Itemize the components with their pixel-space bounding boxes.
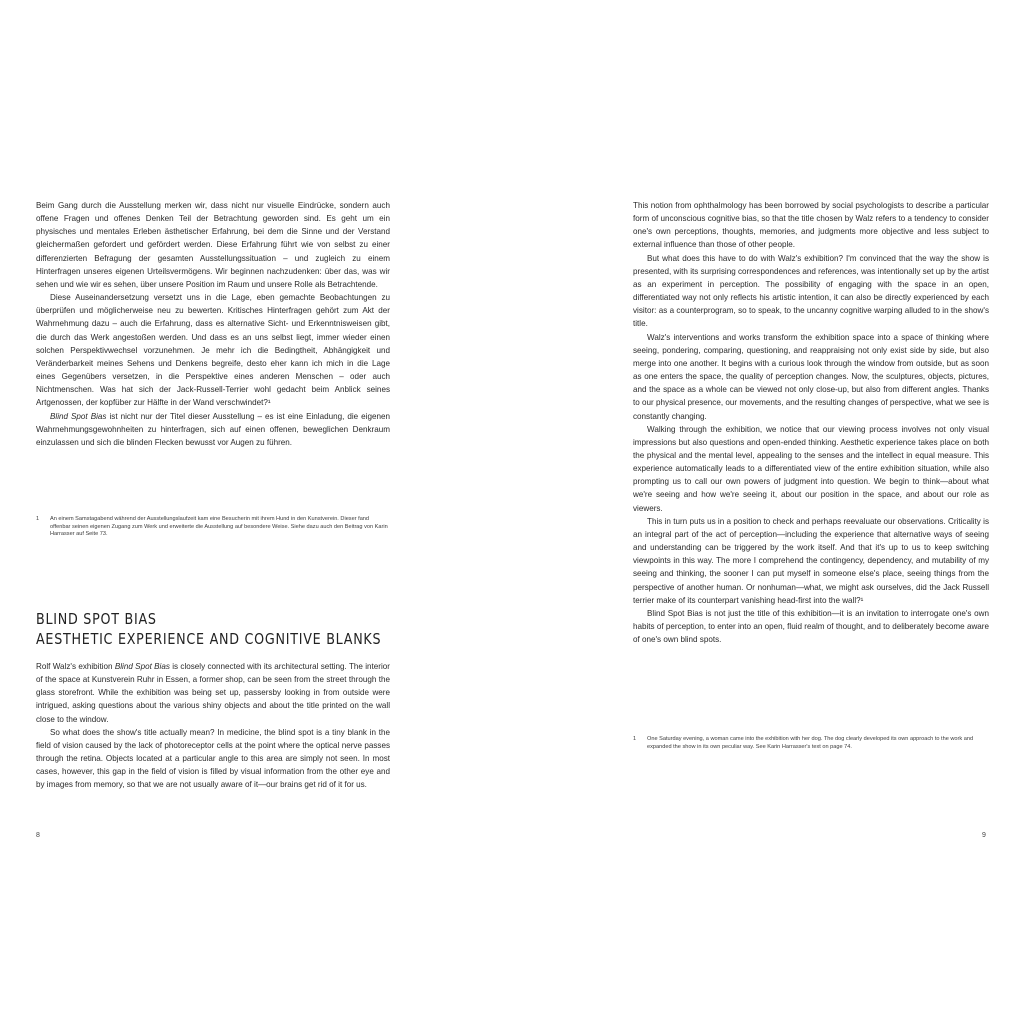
footnote-number: 1: [36, 516, 40, 522]
german-text-block: [36, 199, 390, 449]
footnote-text: One Saturday evening, a woman came into the exhibition with her dog. The dog clearly developed its own approach to the work and expanded the show in its own peculiar way. See Karin Harrasser's text on page 74.: [647, 736, 974, 750]
footnote-number: 1: [633, 736, 637, 742]
heading-title: BLIND SPOT BIAS: [36, 610, 157, 628]
footnote-text: An einem Samstagabend während der Ausstellungslaufzeit kam eine Besucherin mit ihrem Hund in den Kunstverein. Dieser fand offenbar seinen eigenen Zugang zum Werk und erweiterte die Ausstellung auf besondere Weise. Siehe dazu auch den Beitrag von Karin Harrasser auf Seite 73.: [50, 516, 388, 538]
right-paragraph-3: Walz's interventions and works transform the exhibition space into a space of thinking where seeing, pondering, comparing, questioning, and reappraising not only exist side by side, but also merge into one another. It begins with a curious look through the window from outside, but as soon as one enters the space, the quality of perception changes. Now, the sculptures, objects, pictures, and the space as a whole can be viewed not only close-up, but also from different angles. Thanks to our physical presence, our movements, and the resulting changes of perspective, what we see is constantly changing.: [633, 332, 989, 421]
right-paragraph-5: This in turn puts us in a position to check and perhaps reevaluate our observations. Criticality is an integral part of the act of perception—including the experience that alternative ways of seeing and understanding can be triggered by the work itself. And that it's up to us to keep switching viewpoints in this way. The more I comprehend the contingency, dependency, and mutability of my seeing and thinking, the sooner I can put myself in someone else's place, seeing things from the perspective of another human. Or nonhuman—what, we might ask ourselves, did the Jack Russell terrier make of its counterpart vanishing head-first into the wall?¹: [633, 516, 989, 605]
english-paragraph-2: So what does the show's title actually mean? In medicine, the blind spot is a tiny blank in the field of vision caused by the lack of photoreceptor cells at the point where the optical nerve passes through the retina. Objects located at a particular angle to this area are simply not seen. In most cases, however, this gap in the field of vision is filled by visual information from the other eye and by images from memory, so that we are not usually aware of it—our brains get rid of it for us.: [36, 727, 390, 790]
english-paragraph-1-start: Rolf Walz's exhibition: [36, 662, 115, 671]
english-text-block: [36, 660, 390, 792]
heading-subtitle: AESTHETIC EXPERIENCE AND COGNITIVE BLANKS: [36, 630, 382, 648]
section-heading: [36, 609, 456, 649]
german-paragraph-1: Beim Gang durch die Ausstellung merken wir, dass nicht nur visuelle Eindrücke, sondern auch offene Fragen und offenes Denken Teil der Betrachtung geworden sind. Es geht um ein physisches und mentales Erleben ästhetischer Erfahrung, bei dem die Sinne und der Verstand gleichermaßen gefordert und gefördert werden. Diese Erfahrung führt wie von selbst zu einer differenzierten Befragung der gesamten Ausstellungssituation – und zugleich zu einem Hinterfragen unseres eigenen Urteilsvermögens. Wir beginnen nachzudenken: über das, was wir sehen und wie wir es sehen, über unsere Position im Raum und unsere Rolle als Betrachtende.: [36, 201, 390, 289]
german-title-italic: Blind Spot Bias: [50, 411, 107, 421]
german-paragraph-3: [36, 410, 390, 449]
english-paragraph-1-rest: is closely connected with its architectural setting. The interior of the space at Kunstverein Ruhr in Essen, a former shop, can be seen from the street through the glass storefront. While the exhibition was being set up, passersby looking in from outside were intrigued, asking questions about the various shiny objects and about the title printed on the wall close to the window.: [36, 662, 390, 724]
english-title-italic: Blind Spot Bias: [114, 662, 170, 671]
right-paragraph-1: This notion from ophthalmology has been borrowed by social psychologists to describe a particular form of unconscious cognitive bias, so that the title chosen by Walz refers to a tendency to consider one's own perceptions, thoughts, memories, and judgments more objective and less subject to external influence than those of other people.: [633, 201, 989, 250]
english-continued-block: [633, 199, 989, 646]
page-number-left: 8: [36, 832, 40, 839]
right-page: [512, 0, 1024, 1024]
right-paragraph-2: But what does this have to do with Walz's exhibition? I'm convinced that the way the show is presented, with its surprising correspondences and references, was intentionally set up by the artist as an experiment in perception. The possibility of engaging with the space in an open, differentiated way not only reflects his artistic intention, it can also be directly experienced by each visitor: as a counterprogram, so to speak, to the uncanny cognitive warping alluded to in the show's title.: [633, 253, 989, 329]
german-paragraph-3-text: ist nicht nur der Titel dieser Ausstellung – es ist eine Einladung, die eigenen Wahrnehmungsgewohnheiten zu hinterfragen, sich auf einen offenen, beweglichen Denkraum einzulassen und sich die blinden Flecken bewusst vor Augen zu führen.: [36, 411, 390, 447]
right-paragraph-4: Walking through the exhibition, we notice that our viewing process involves not only visual impressions but also questions and open-ended thinking. Aesthetic experience takes place on both the physical and the mental level, appealing to the senses and the intellect in equal measure. This experience automatically leads to a differentiated view of the entire exhibition situation, while also prompting us to call our own powers of judgment into question. We begin to think—about what we're seeing and how we're seeing it, about our position in the space, and about our role as viewers.: [633, 424, 989, 513]
german-footnote: [36, 516, 390, 539]
english-paragraph-1: [36, 660, 390, 726]
german-paragraph-2: Diese Auseinandersetzung versetzt uns in die Lage, eben gemachte Beobachtungen zu überprüfen und möglicherweise neu zu bewerten. Kritisches Hinterfragen gehört zum Akt der Wahrnehmung dazu – auch die Erfahrung, dass es alternative Sicht- und Erkenntnisweisen gibt, die durch das Werk angestoßen werden. Und dass es an uns selbst liegt, immer wieder einen solchen Perspektivwechsel vorzunehmen. Je mehr ich die Bedingtheit, Abhängigkeit und Veränderbarkeit meines Sehens und Denkens begreife, desto eher kann ich mich in die Lage eines Gegenübers versetzen, in die Perspektive eines anderen Menschen – oder auch Nichtmenschen. Was hat sich der Jack-Russell-Terrier wohl gedacht beim Anblick seines Artgenossen, der kopfüber zur Hälfte in der Wand verschwindet?¹: [36, 293, 390, 408]
right-paragraph-6: Blind Spot Bias is not just the title of this exhibition—it is an invitation to interrogate one's own habits of perception, to enter into an open, fluid realm of thought, and to deliberately become aware of one's own blind spots.: [633, 608, 989, 645]
english-footnote: [633, 736, 989, 751]
page-number-right: 9: [982, 832, 986, 839]
